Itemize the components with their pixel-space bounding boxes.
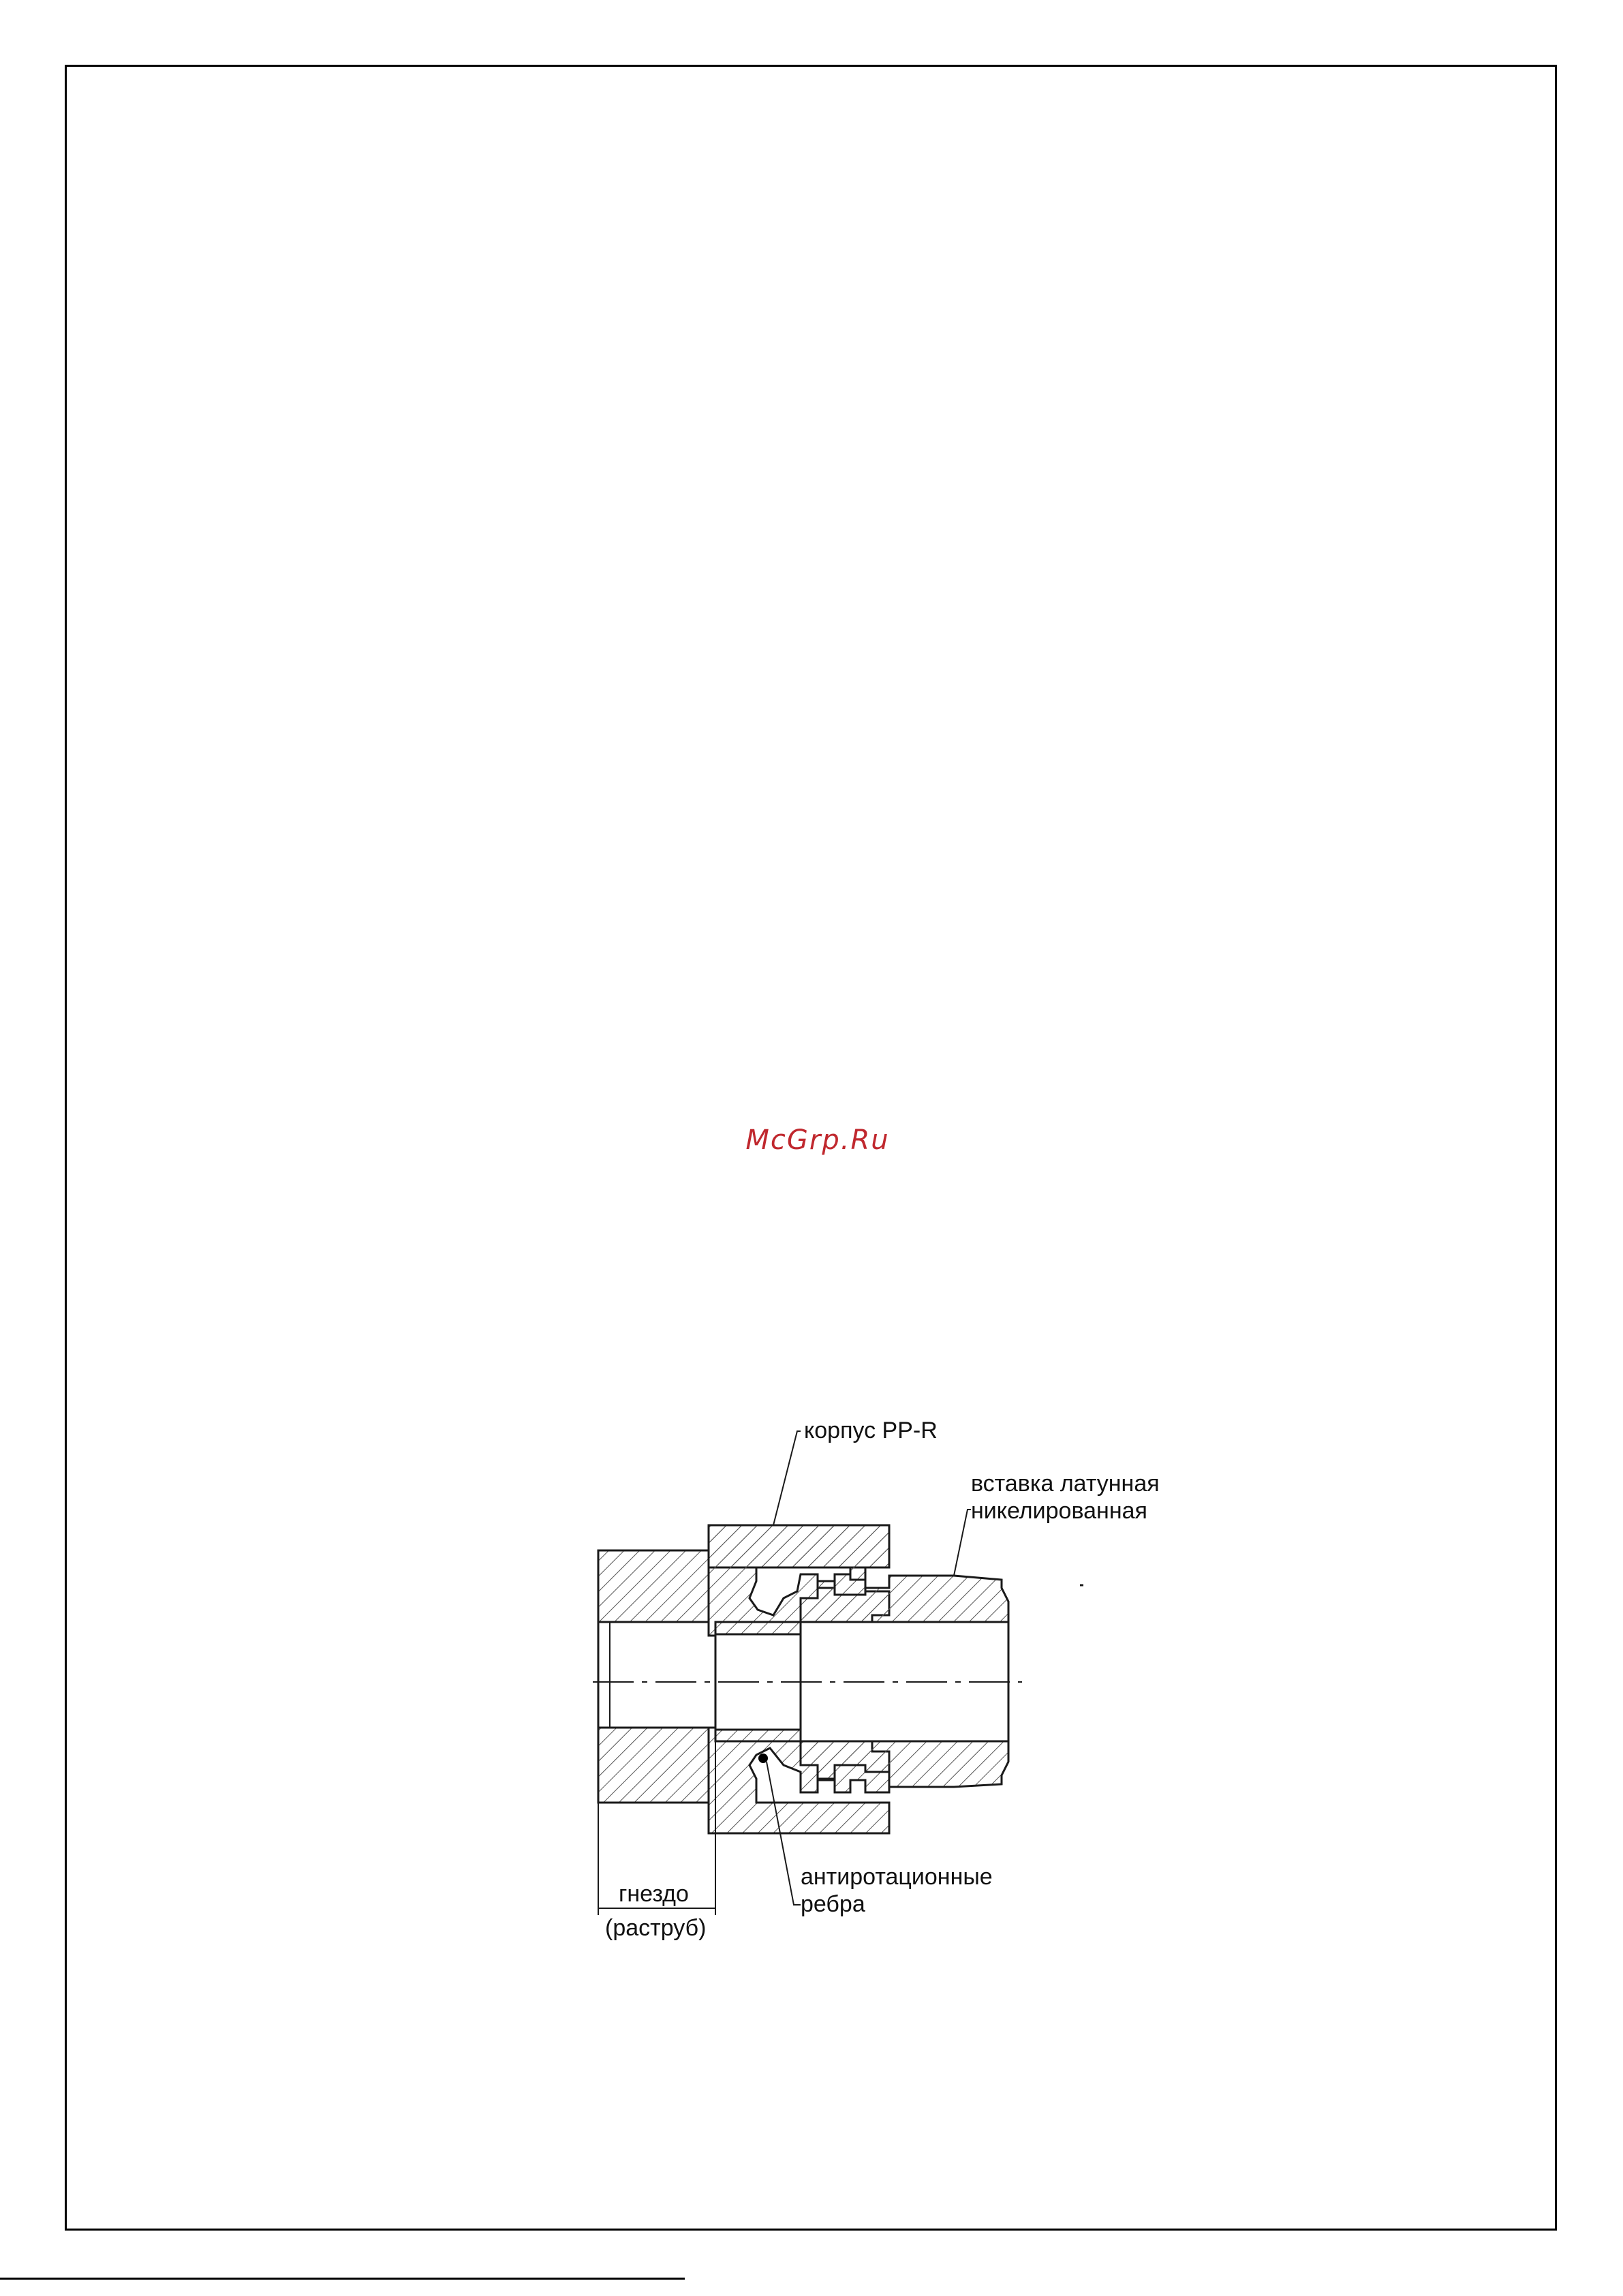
watermark: McGrp.Ru <box>745 1124 890 1156</box>
bottom-rule <box>0 2278 685 2280</box>
insert-label-line2: никелированная <box>971 1498 1147 1524</box>
socket-wall-bottom <box>598 1728 709 1803</box>
socket-label-line2: (раструб) <box>605 1915 707 1941</box>
rib-marker <box>758 1754 768 1763</box>
housing-leader <box>773 1431 801 1525</box>
housing-label: корпус PP-R <box>804 1418 938 1443</box>
ribs-label-line2: ребра <box>801 1891 865 1917</box>
insert-leader <box>954 1510 971 1576</box>
ribs-label-line1: антиротационные <box>801 1864 993 1890</box>
insert-label-line1: вставка латунная <box>971 1471 1160 1497</box>
socket-label-line1: гнездо <box>619 1881 689 1907</box>
